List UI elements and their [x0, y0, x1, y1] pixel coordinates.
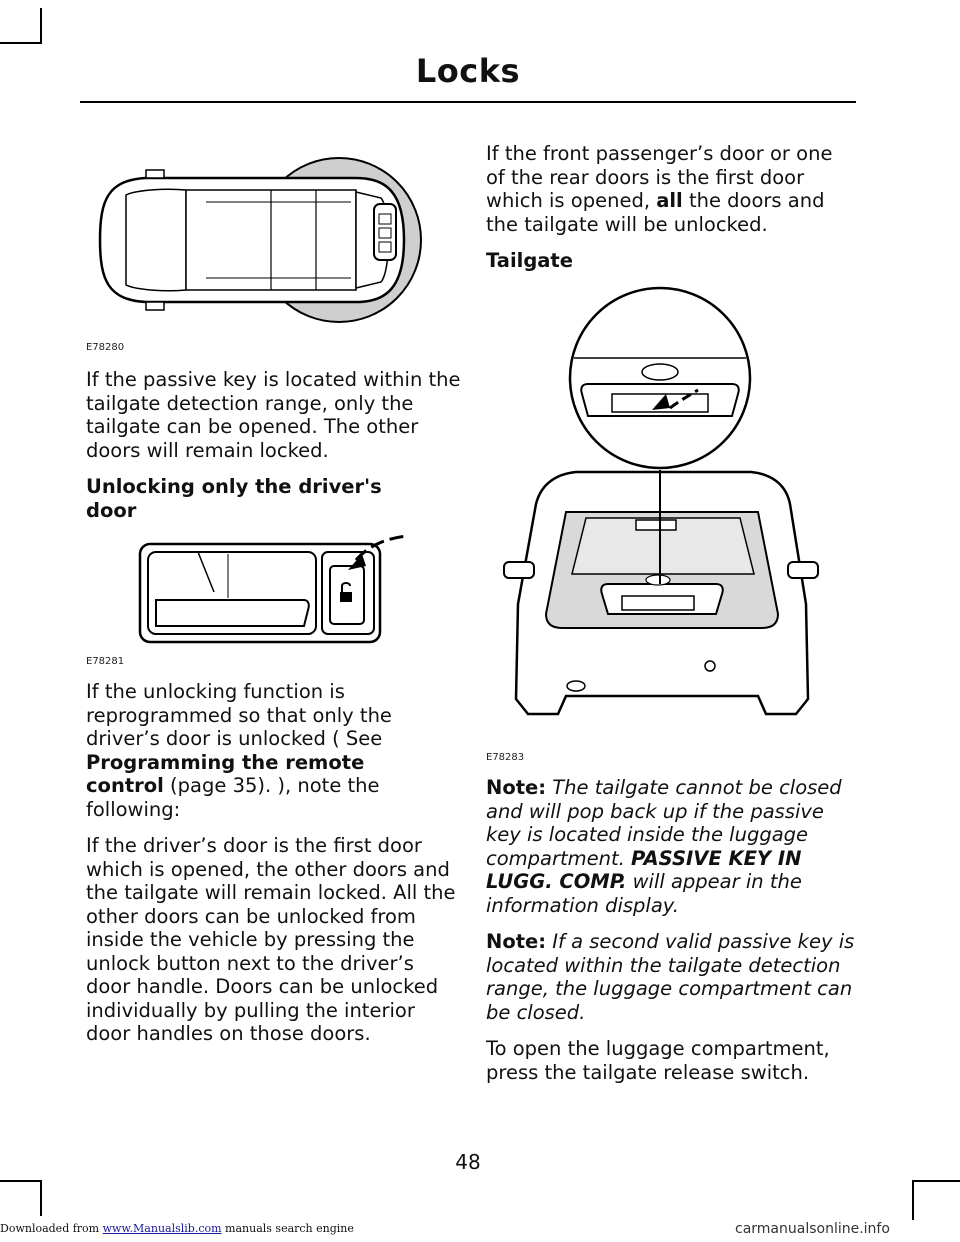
cross-reference-link[interactable]: Programming the remote control [86, 750, 365, 797]
right-column-lower [486, 776, 856, 1097]
door-handle-figure [136, 530, 416, 650]
tailgate-figure [496, 284, 826, 734]
left-column-upper [86, 368, 461, 536]
paragraph [486, 142, 856, 236]
text-span: The tailgate cannot be closed and will pop back up if the passive key is located inside the luggage compartment. [486, 776, 842, 870]
paragraph: To open the luggage compartment, press the tailgate release switch. [486, 1037, 830, 1084]
note-label: Note: [486, 776, 547, 799]
note-label: Note: [486, 930, 547, 953]
left-column-lower [86, 680, 464, 1059]
figure-code: E78281 [86, 656, 125, 667]
section-heading: Unlocking only the driver's door [86, 475, 382, 522]
emphasis: all [656, 189, 683, 212]
crop-mark [912, 1180, 914, 1220]
footer-text: Downloaded from [0, 1222, 103, 1235]
manualslib-link[interactable]: www.Manualslib.com [102, 1222, 222, 1235]
figure-code: E78283 [486, 752, 525, 763]
page-title: Locks [415, 52, 521, 90]
text-span: If the unlocking function is reprogrammed so that only the driver’s door is unlocked ( See [86, 680, 392, 750]
note [486, 776, 856, 917]
crop-mark [40, 1180, 42, 1216]
page-number: 48 [455, 1150, 481, 1174]
text-span: the doors and the tailgate will be unlocked. [486, 189, 825, 236]
text-span: will appear in the information display. [486, 870, 802, 917]
paragraph [86, 680, 416, 821]
display-message: PASSIVE KEY IN LUGG. COMP. [486, 846, 802, 893]
download-footer [0, 1222, 354, 1235]
title-rule [80, 101, 856, 103]
paragraph: If the passive key is located within the tailgate detection range, only the tailgate can be opened. The other doors will remain locked. [86, 368, 461, 462]
crop-mark [40, 8, 42, 44]
crop-mark [0, 42, 42, 44]
car-top-view-figure [86, 140, 426, 340]
paragraph: If the driver’s door is the first door which is opened, the other doors and the tailgate will remain locked. All the other doors can be unlocked from inside the vehicle by pressing the unlock button next to the driver’s door handle. Doors can be unlocked individually by pulling the interior door handles on those doors. [86, 834, 456, 1045]
figure-code: E78280 [86, 342, 125, 353]
footer-text: manuals search engine [221, 1222, 354, 1235]
crop-mark [912, 1180, 960, 1182]
text-span: If a second valid passive key is located within the tailgate detection range, the luggage compartment can be closed. [486, 930, 855, 1024]
right-column-upper [486, 142, 856, 287]
watermark-text: carmanualsonline.info [735, 1221, 890, 1237]
section-heading: Tailgate [486, 249, 573, 272]
note [486, 930, 856, 1024]
text-span: If the front passenger’s door or one of the rear doors is the first door which is opened, [486, 142, 833, 212]
text-span: (page 35). ), note the following: [86, 774, 380, 821]
crop-mark [0, 1180, 42, 1182]
